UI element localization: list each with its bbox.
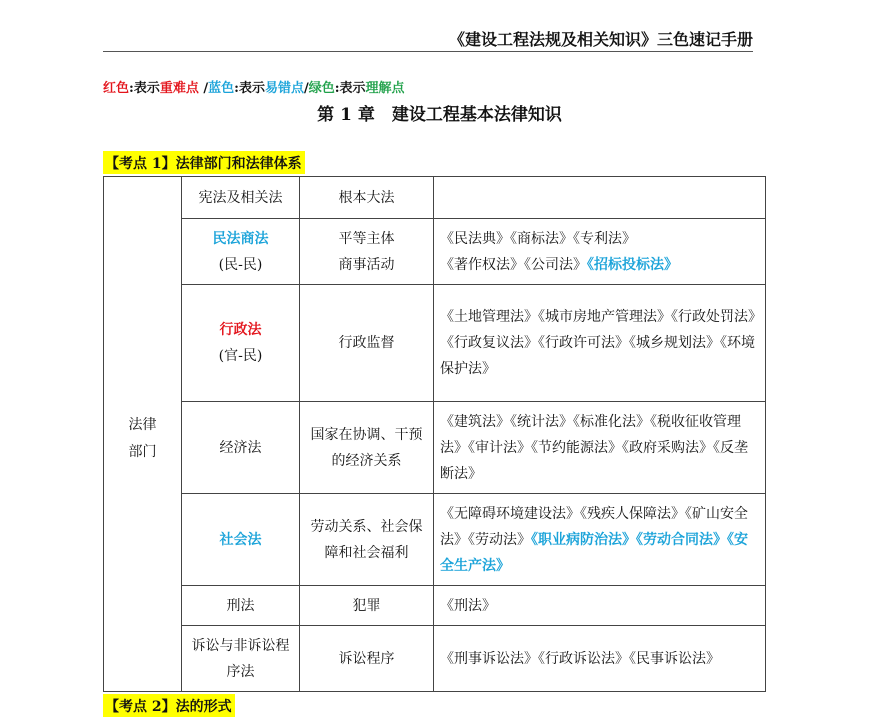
chapter-title: 第 1 章 建设工程基本法律知识 xyxy=(317,105,562,125)
kaodian-2-heading: 【考点 2】法的形式 xyxy=(103,694,235,717)
legend-red-desc: 重难点 xyxy=(159,81,199,96)
legend-blue-desc-pre: :表示 xyxy=(234,81,265,96)
row-desc: 诉讼程序 xyxy=(300,626,434,692)
row-desc: 犯罪 xyxy=(300,586,434,626)
row-laws-highlight: 《招标投标法》 xyxy=(587,256,678,273)
row-name-sub: (民-民) xyxy=(218,256,263,273)
legend-sep1: / xyxy=(198,81,209,96)
law-departments-table xyxy=(103,176,766,692)
row-laws-highlight: 《职业病防治法》《劳动合同法》《安全生产法》 xyxy=(440,531,748,574)
row-laws: 《刑事诉讼法》《行政诉讼法》《民事诉讼法》 xyxy=(434,626,766,692)
row-laws-cell xyxy=(434,219,766,285)
group-label-line1: 法律 xyxy=(128,417,157,433)
color-legend xyxy=(103,77,405,96)
legend-green-key: 绿色 xyxy=(308,81,335,96)
legend-green-desc-pre: :表示 xyxy=(334,81,366,96)
row-name: 民法商法 xyxy=(212,230,269,247)
table-row xyxy=(104,285,766,402)
legend-sep2: / xyxy=(303,81,309,96)
row-laws: 《刑法》 xyxy=(434,586,766,626)
row-name: 社会法 xyxy=(182,494,300,586)
row-desc: 行政监督 xyxy=(300,285,434,402)
table-row xyxy=(104,494,766,586)
row-name: 宪法及相关法 xyxy=(182,177,300,219)
document-header-title: 《建设工程法规及相关知识》三色速记手册 xyxy=(448,30,753,49)
kaodian-1-heading: 【考点 1】法律部门和法律体系 xyxy=(103,151,305,174)
group-label-line2: 部门 xyxy=(128,444,157,460)
table-row xyxy=(104,586,766,626)
legend-red-desc-pre: :表示 xyxy=(129,81,160,96)
row-laws: 《土地管理法》《城市房地产管理法》《行政处罚法》《行政复议法》《行政许可法》《城乡规划法》《环境保护法》 xyxy=(434,285,766,402)
row-laws xyxy=(434,177,766,219)
table-row xyxy=(104,402,766,494)
table-row xyxy=(104,626,766,692)
table-row xyxy=(104,219,766,285)
row-laws-cell xyxy=(434,494,766,586)
row-name-cell xyxy=(182,285,300,402)
legend-green-desc: 理解点 xyxy=(365,81,405,96)
row-laws-line1: 《民法典》《商标法》《专利法》 xyxy=(440,230,636,247)
legend-red-key: 红色 xyxy=(103,81,130,96)
row-name: 行政法 xyxy=(219,322,262,338)
group-label-cell xyxy=(104,177,182,692)
row-laws-line2: 《著作权法》《公司法》 xyxy=(440,256,587,273)
row-name: 刑法 xyxy=(182,586,300,626)
row-name: 诉讼与非诉讼程序法 xyxy=(182,626,300,692)
row-laws: 《建筑法》《统计法》《标准化法》《税收征收管理法》《审计法》《节约能源法》《政府采购法》《反垄断法》 xyxy=(434,402,766,494)
row-name-cell xyxy=(182,219,300,285)
row-desc: 平等主体 商事活动 xyxy=(300,219,434,285)
row-name-sub: (官-民) xyxy=(218,348,263,364)
header-divider xyxy=(103,51,753,52)
legend-blue-key: 蓝色 xyxy=(208,81,235,96)
row-desc: 国家在协调、干预的经济关系 xyxy=(300,402,434,494)
row-desc: 根本大法 xyxy=(300,177,434,219)
row-desc: 劳动关系、社会保障和社会福利 xyxy=(300,494,434,586)
row-laws-plain: 《无障碍环境建设法》《残疾人保障法》《矿山安全法》《劳动法》 xyxy=(440,505,748,548)
row-name: 经济法 xyxy=(182,402,300,494)
legend-blue-desc: 易错点 xyxy=(264,81,304,96)
table-row xyxy=(104,177,766,219)
